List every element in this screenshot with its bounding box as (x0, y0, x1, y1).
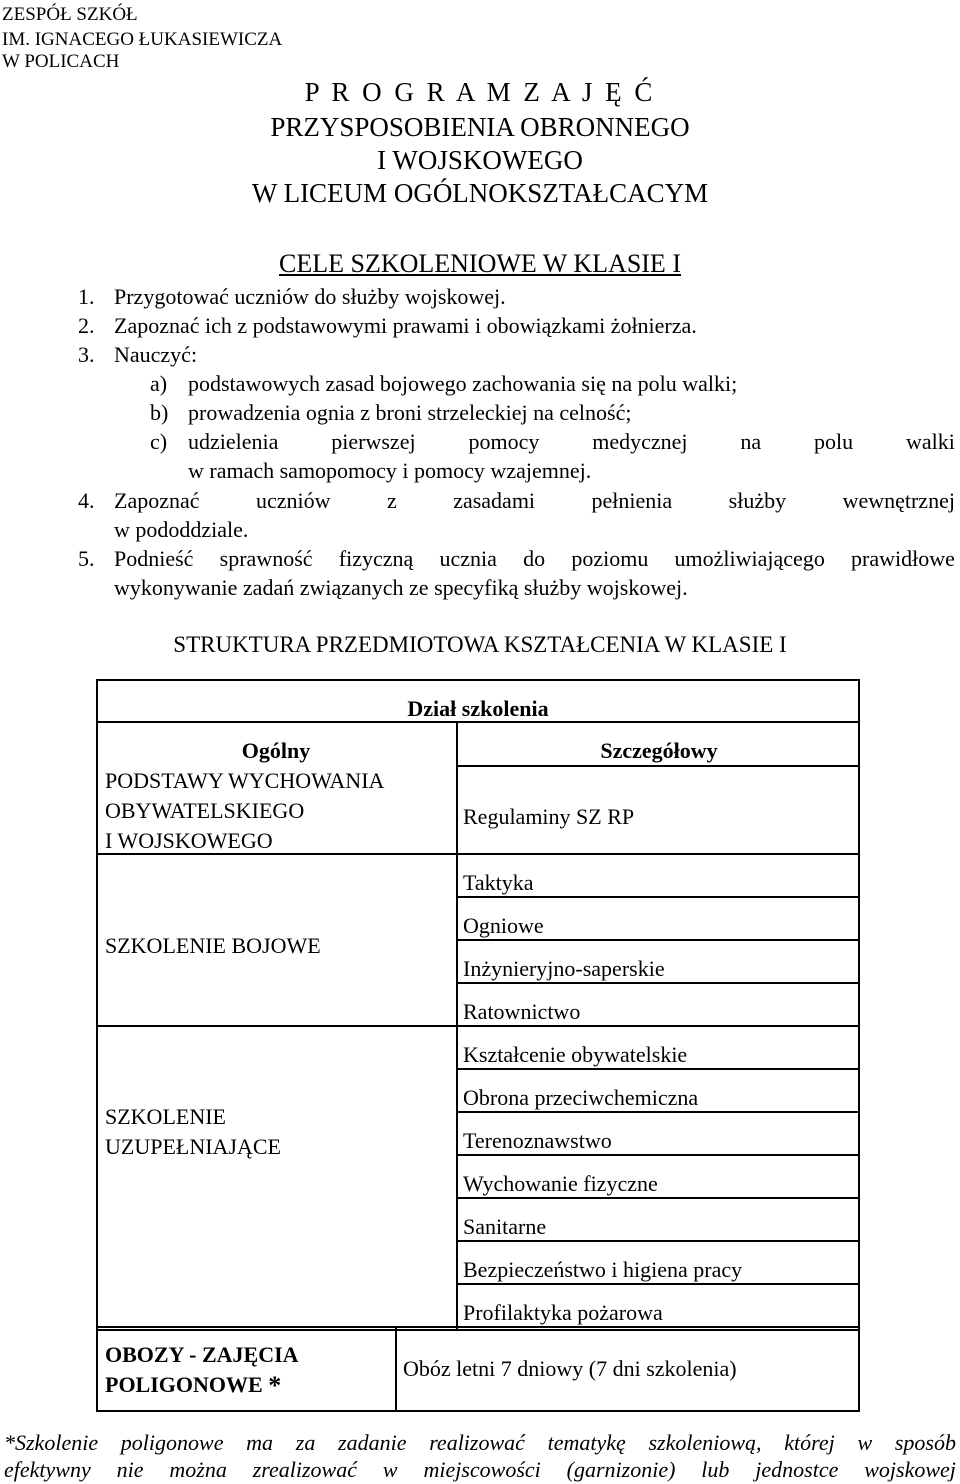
uzupelniajace-line1: SZKOLENIE (105, 1104, 226, 1129)
goal-3-text: Nauczyć: (114, 342, 198, 367)
bojowe-item-inzynieryjno: Inżynieryjno-saperskie (463, 956, 665, 981)
word: pomocy (468, 429, 540, 454)
word: tematykę (547, 1430, 626, 1455)
school-name-line2: IM. IGNACEGO ŁUKASIEWICZA (2, 29, 283, 50)
goal-2-text: Zapoznać ich z podstawowymi prawami i obowiązkami żołnierza. (114, 313, 697, 338)
goal-1-num: 1. (78, 284, 95, 309)
goal-5-text (114, 545, 955, 573)
word: w (857, 1430, 873, 1455)
sub-a-letter: a) (150, 371, 168, 396)
word: zasadami (453, 488, 536, 513)
footnote-line2 (4, 1456, 956, 1484)
word: nie (116, 1457, 144, 1482)
sub-c-text (188, 428, 955, 456)
word: wewnętrznej (842, 488, 955, 513)
word: szkoleniową, (648, 1430, 762, 1455)
dzial-szkolenia-header: Dział szkolenia (407, 696, 549, 721)
word: realizować (429, 1430, 525, 1455)
ogolny-header: Ogólny (241, 738, 311, 763)
goal-1-text: Przygotować uczniów do służby wojskowej. (114, 284, 506, 309)
regulaminy-cell: Regulaminy SZ RP (463, 804, 635, 829)
goals-heading: CELE SZKOLENIOWE W KLASIE I (279, 249, 681, 278)
szkolenie-bojowe-cell: SZKOLENIE BOJOWE (105, 933, 321, 958)
title-line4: W LICEUM OGÓLNOKSZTAŁCACYM (251, 178, 709, 208)
goal-4-text (114, 487, 955, 515)
word: zadanie (338, 1430, 407, 1455)
podstawy-line1: PODSTAWY WYCHOWANIA (105, 768, 385, 793)
structure-heading: STRUKTURA PRZEDMIOTOWA KSZTAŁCENIA W KLASIE I (173, 632, 787, 657)
bojowe-item-ratownictwo: Ratownictwo (463, 999, 581, 1024)
goal-3-num: 3. (78, 342, 95, 367)
uzup-item-3: Terenoznawstwo (463, 1128, 612, 1153)
uzup-item-1: Kształcenie obywatelskie (463, 1042, 688, 1067)
goal-5-num: 5. (78, 546, 95, 571)
word: sprawność (219, 546, 313, 571)
goal-4-num: 4. (78, 488, 95, 513)
obozy-line2 (105, 1370, 281, 1401)
sub-c-letter: c) (150, 429, 168, 454)
school-name-line1: ZESPÓŁ SZKÓŁ (2, 4, 138, 25)
sub-b-text: prowadzenia ognia z broni strzeleckiej na celność; (188, 400, 632, 425)
title-line3: I WOJSKOWEGO (377, 145, 583, 175)
word: efektywny (4, 1457, 91, 1482)
bojowe-item-taktyka: Taktyka (463, 870, 534, 895)
word: udzielenia (188, 429, 279, 454)
word: Zapoznać (114, 488, 200, 513)
sub-b-letter: b) (150, 400, 169, 425)
goal-2-num: 2. (78, 313, 95, 338)
word: poligonowe (120, 1430, 224, 1455)
word: lub (701, 1457, 730, 1482)
word: prawidłowe (851, 546, 955, 571)
word: do (523, 546, 546, 571)
word: zrealizować (252, 1457, 357, 1482)
word: poziomu (571, 546, 649, 571)
word: której (784, 1430, 835, 1455)
uzup-item-4: Wychowanie fizyczne (463, 1171, 658, 1196)
uzup-item-2: Obrona przeciwchemiczna (463, 1085, 699, 1110)
school-name-line3: W POLICACH (2, 51, 120, 72)
word: *Szkolenie (4, 1430, 99, 1455)
word: na (740, 429, 762, 454)
bojowe-item-ogniowe: Ogniowe (463, 913, 544, 938)
word: fizyczną (338, 546, 414, 571)
sub-a-text: podstawowych zasad bojowego zachowania się na polu walki; (188, 371, 738, 396)
word: można (169, 1457, 227, 1482)
word: wojskowej (864, 1457, 956, 1482)
word: pełnienia (591, 488, 673, 513)
uzup-item-6: Bezpieczeństwo i higiena pracy (463, 1257, 743, 1282)
uzup-item-5: Sanitarne (463, 1214, 547, 1239)
uzup-item-7: Profilaktyka pożarowa (463, 1300, 663, 1325)
obozy-line1: OBOZY - ZAJĘCIA (105, 1342, 299, 1367)
obozy-line2-text: POLIGONOWE (105, 1372, 263, 1397)
word: w (382, 1457, 398, 1482)
podstawy-line3: I WOJSKOWEGO (105, 828, 273, 853)
uzupelniajace-line2: UZUPEŁNIAJĄCE (105, 1134, 281, 1159)
word: miejscowości (423, 1457, 541, 1482)
word: polu (814, 429, 854, 454)
podstawy-line2: OBYWATELSKIEGO (105, 798, 305, 823)
word: medycznej (592, 429, 688, 454)
word: Podnieść (114, 546, 194, 571)
goal-4-cont: w pododdziale. (114, 517, 249, 542)
word: umożliwiającego (674, 546, 825, 571)
asterisk-mark: * (268, 1371, 282, 1400)
word: pierwszej (331, 429, 416, 454)
word: jednostce (755, 1457, 839, 1482)
word: sposób (894, 1430, 956, 1455)
word: za (295, 1430, 316, 1455)
program-title: P R O G R A M Z A J Ę Ć (304, 77, 656, 107)
oboz-letni-cell: Obóz letni 7 dniowy (7 dni szkolenia) (403, 1356, 737, 1381)
word: uczniów (255, 488, 331, 513)
word: z (386, 488, 397, 513)
word: (garnizonie) (566, 1457, 676, 1482)
sub-c-cont: w ramach samopomocy i pomocy wzajemnej. (188, 458, 592, 483)
title-line2: PRZYSPOSOBIENIA OBRONNEGO (270, 112, 690, 142)
footnote-line1 (4, 1429, 956, 1457)
word: ucznia (439, 546, 497, 571)
szczegolowy-header: Szczegółowy (600, 738, 718, 763)
word: walki (906, 429, 955, 454)
word: służby (728, 488, 787, 513)
word: ma (246, 1430, 274, 1455)
goal-5-cont: wykonywanie zadań związanych ze specyfiką służby wojskowej. (114, 575, 688, 600)
